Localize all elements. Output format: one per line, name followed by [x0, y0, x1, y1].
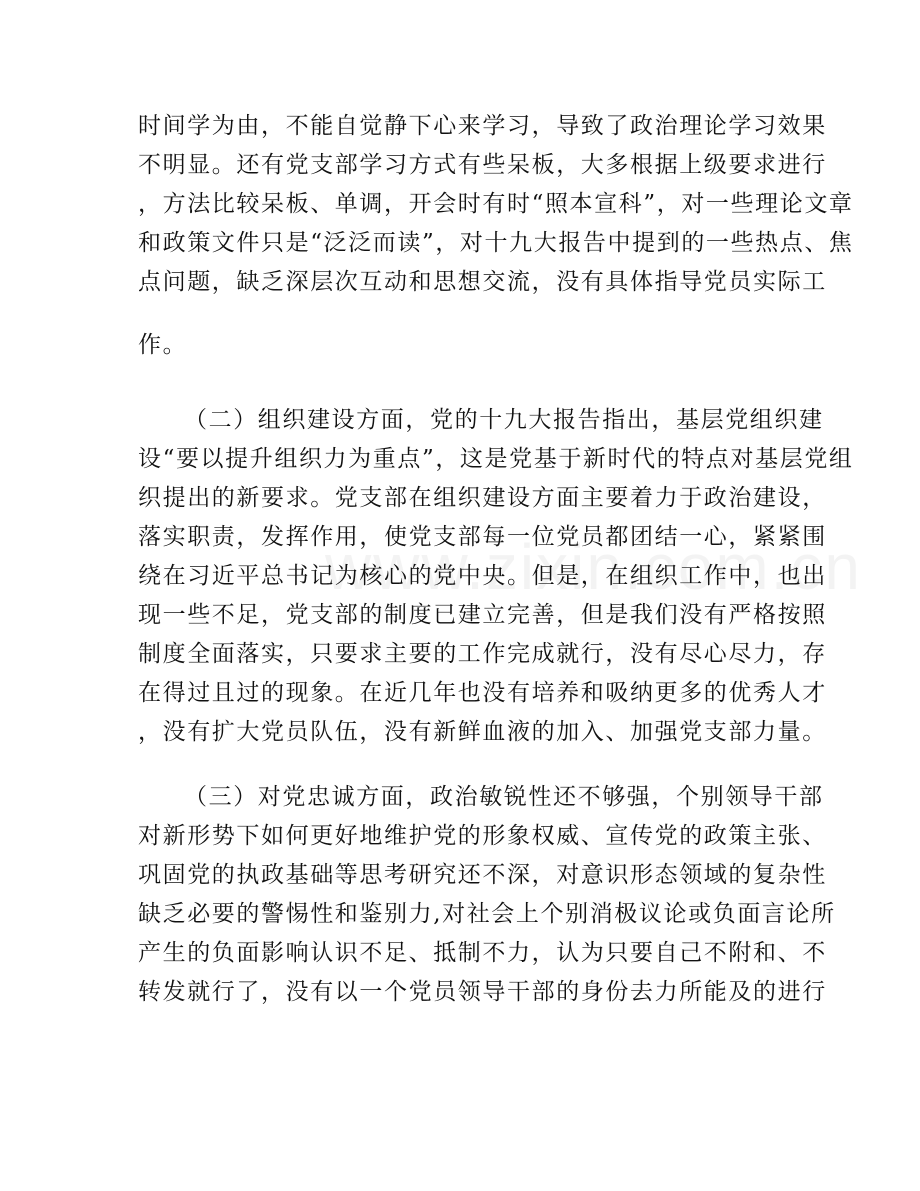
paragraph-3-line-1: （三）对党忠诚方面，政治敏锐性还不够强，个别领导干部 — [184, 784, 824, 810]
paragraph-1-line-5: 点问题，缺乏深层次互动和思想交流，没有具体指导党员实际工 — [138, 269, 827, 295]
paragraph-2-line-2: 设“要以提升组织力为重点”，这是党基于新时代的特点对基层党组 — [138, 446, 854, 472]
paragraph-3-line-5: 产生的负面影响认识不足、抵制不力，认为只要自己不附和、不 — [138, 940, 827, 966]
paragraph-3-line-2: 对新形势下如何更好地维护党的形象权威、宣传党的政策主张、 — [138, 823, 827, 849]
paragraph-2-line-8: 在得过且过的现象。在近几年也没有培养和吸纳更多的优秀人才 — [138, 680, 827, 706]
paragraph-1-line-3: ，方法比较呆板、单调，开会时有时“照本宣科”，对一些理论文章 — [138, 191, 854, 217]
paragraph-2-line-6: 现一些不足，党支部的制度已建立完善，但是我们没有严格按照 — [138, 602, 827, 628]
paragraph-2-line-3: 织提出的新要求。党支部在组织建设方面主要着力于政治建设， — [138, 485, 827, 511]
paragraph-3-line-3: 巩固党的执政基础等思考研究还不深，对意识形态领域的复杂性 — [138, 862, 827, 888]
paragraph-2-line-5: 绕在习近平总书记为核心的党中央。但是，在组织工作中，也出 — [138, 563, 827, 589]
paragraph-2-line-4: 落实职责，发挥作用，使党支部每一位党员都团结一心，紧紧围 — [138, 524, 827, 550]
paragraph-1-line-6: 作。 — [138, 332, 188, 358]
paragraph-2-line-1: （二）组织建设方面，党的十九大报告指出，基层党组织建 — [184, 407, 824, 433]
paragraph-2-line-7: 制度全面落实，只要求主要的工作完成就行，没有尽心尽力，存 — [138, 641, 827, 667]
paragraph-3-line-4: 缺乏必要的警惕性和鉴别力,对社会上个别消极议论或负面言论所 — [138, 901, 836, 927]
paragraph-1-line-4: 和政策文件只是“泛泛而读”，对十九大报告中提到的一些热点、焦 — [138, 230, 854, 256]
paragraph-1-line-1: 时间学为由，不能自觉静下心来学习，导致了政治理论学习效果 — [138, 113, 827, 139]
paragraph-3-line-6: 转发就行了，没有以一个党员领导干部的身份去力所能及的进行 — [138, 979, 827, 1005]
paragraph-1-line-2: 不明显。还有党支部学习方式有些呆板，大多根据上级要求进行 — [138, 152, 827, 178]
paragraph-2-line-9: ，没有扩大党员队伍，没有新鲜血液的加入、加强党支部力量。 — [138, 719, 827, 745]
